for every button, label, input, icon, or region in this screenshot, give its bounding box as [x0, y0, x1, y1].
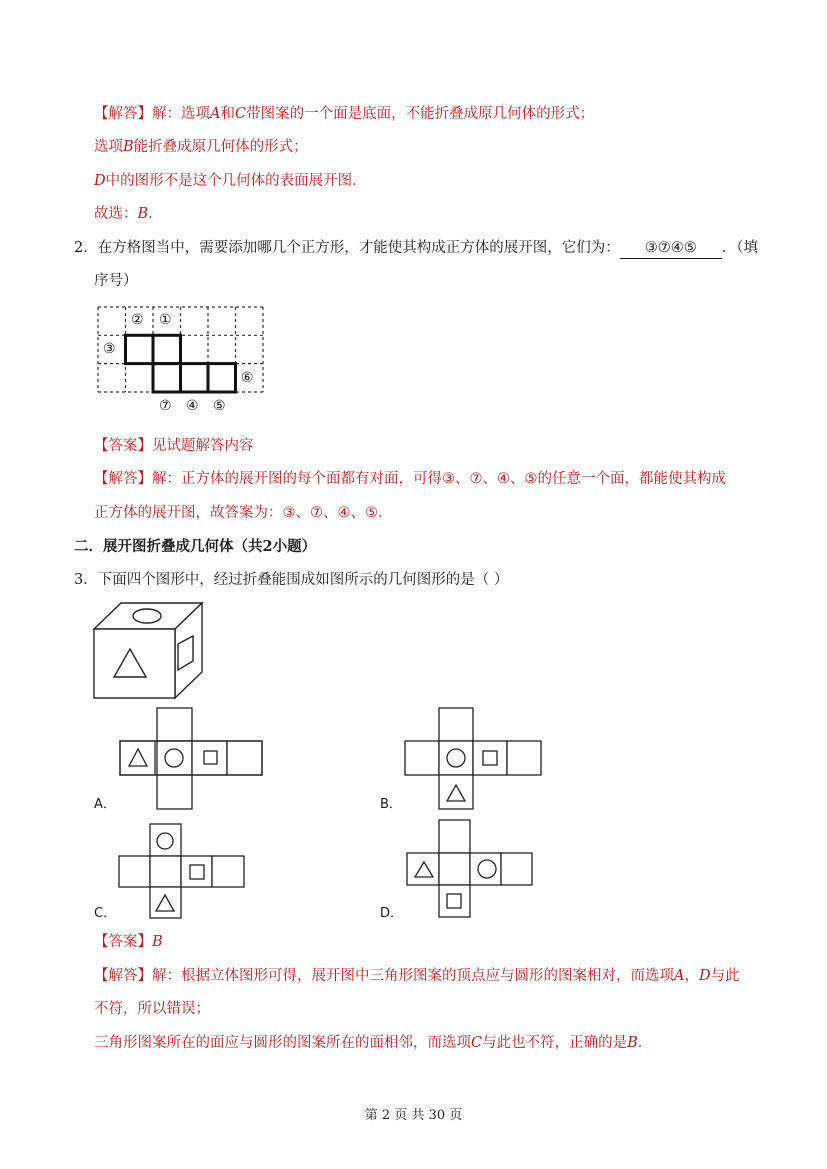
q3-question: 3．下面四个图形中，经过折叠能围成如图所示的几何图形的是（ ） — [74, 572, 509, 588]
q1-solution-line3: D中的图形不是这个几何体的表面展开图． — [94, 173, 367, 189]
question-number: 2． — [74, 240, 98, 256]
grid-label-3: ③ — [103, 341, 116, 357]
option-c-label: C． — [94, 906, 117, 921]
grid-label-7: ⑦ — [159, 398, 172, 414]
solid-square — [153, 364, 181, 392]
option-a-label: A． — [94, 797, 116, 812]
q2-answer: 【答案】见试题解答内容 — [94, 438, 254, 454]
q2-grid-figure — [98, 307, 264, 393]
solid-square — [126, 335, 154, 363]
q1-solution-line4: 故选：B． — [94, 206, 163, 222]
option-a-net — [120, 708, 265, 810]
grid-label-1: ① — [159, 312, 172, 328]
solid-square — [153, 335, 181, 363]
solution-tag: 【解答】 — [94, 106, 152, 122]
page-footer: 第 2 页 共 30 页 — [364, 1108, 463, 1123]
page-number: 2 — [381, 1108, 391, 1123]
answer-blank: ③⑦④⑤ — [620, 238, 722, 259]
solution-tag: 【解答】 — [94, 968, 152, 984]
q1-solution-line2: 选项B能折叠成原几何体的形式； — [94, 139, 308, 155]
option-c-net — [119, 824, 249, 920]
cube-figure — [94, 603, 204, 699]
grid-label-4: ④ — [186, 398, 199, 414]
solid-square — [181, 364, 209, 392]
q3-solution-line3: 三角形图案所在的面应与圆形的图案所在的面相邻，而选项C与此也不符，正确的是B． — [94, 1035, 653, 1051]
q3-answer: 【答案】B — [94, 934, 163, 950]
q2-solution-line1: 【解答】解：正方体的展开图的每个面都有对面，可得③、⑦、④、⑤的任意一个面，都能使其构成 — [94, 471, 726, 487]
answer-tag: 【答案】 — [94, 438, 152, 454]
q2-solution-line2: 正方体的展开图，故答案为：③、⑦、④、⑤． — [94, 505, 393, 521]
q1-solution-line1: 【解答】解：选项A和C带图案的一个面是底面，不能折叠成原几何体的形式； — [94, 106, 595, 122]
option-d-net — [407, 820, 537, 920]
grid-label-6: ⑥ — [241, 370, 254, 386]
solution-tag: 【解答】 — [94, 471, 152, 487]
question-number: 3． — [74, 572, 98, 588]
q3-solution-line2: 不符，所以错误； — [94, 1001, 210, 1017]
grid-label-2: ② — [131, 312, 144, 328]
solid-square — [208, 364, 236, 392]
answer-tag: 【答案】 — [94, 934, 152, 950]
option-d-label: D． — [380, 906, 404, 921]
q2-question-line2: 序号） — [94, 273, 138, 289]
grid-label-5: ⑤ — [213, 398, 226, 414]
total-pages: 30 — [428, 1108, 446, 1123]
section-heading: 二．展开图折叠成几何体（共2小题） — [74, 538, 317, 555]
option-b-net — [405, 708, 545, 810]
q2-question: 2．在方格图当中，需要添加哪几个正方形，才能使其构成正方体的展开图，它们为： ③⑦④⑤ ．（填 — [74, 238, 758, 259]
q3-solution-line1: 【解答】解：根据立体图形可得，展开图中三角形图案的顶点应与圆形的图案相对，而选项A，D与此 — [94, 968, 740, 984]
option-b-label: B． — [380, 797, 402, 812]
